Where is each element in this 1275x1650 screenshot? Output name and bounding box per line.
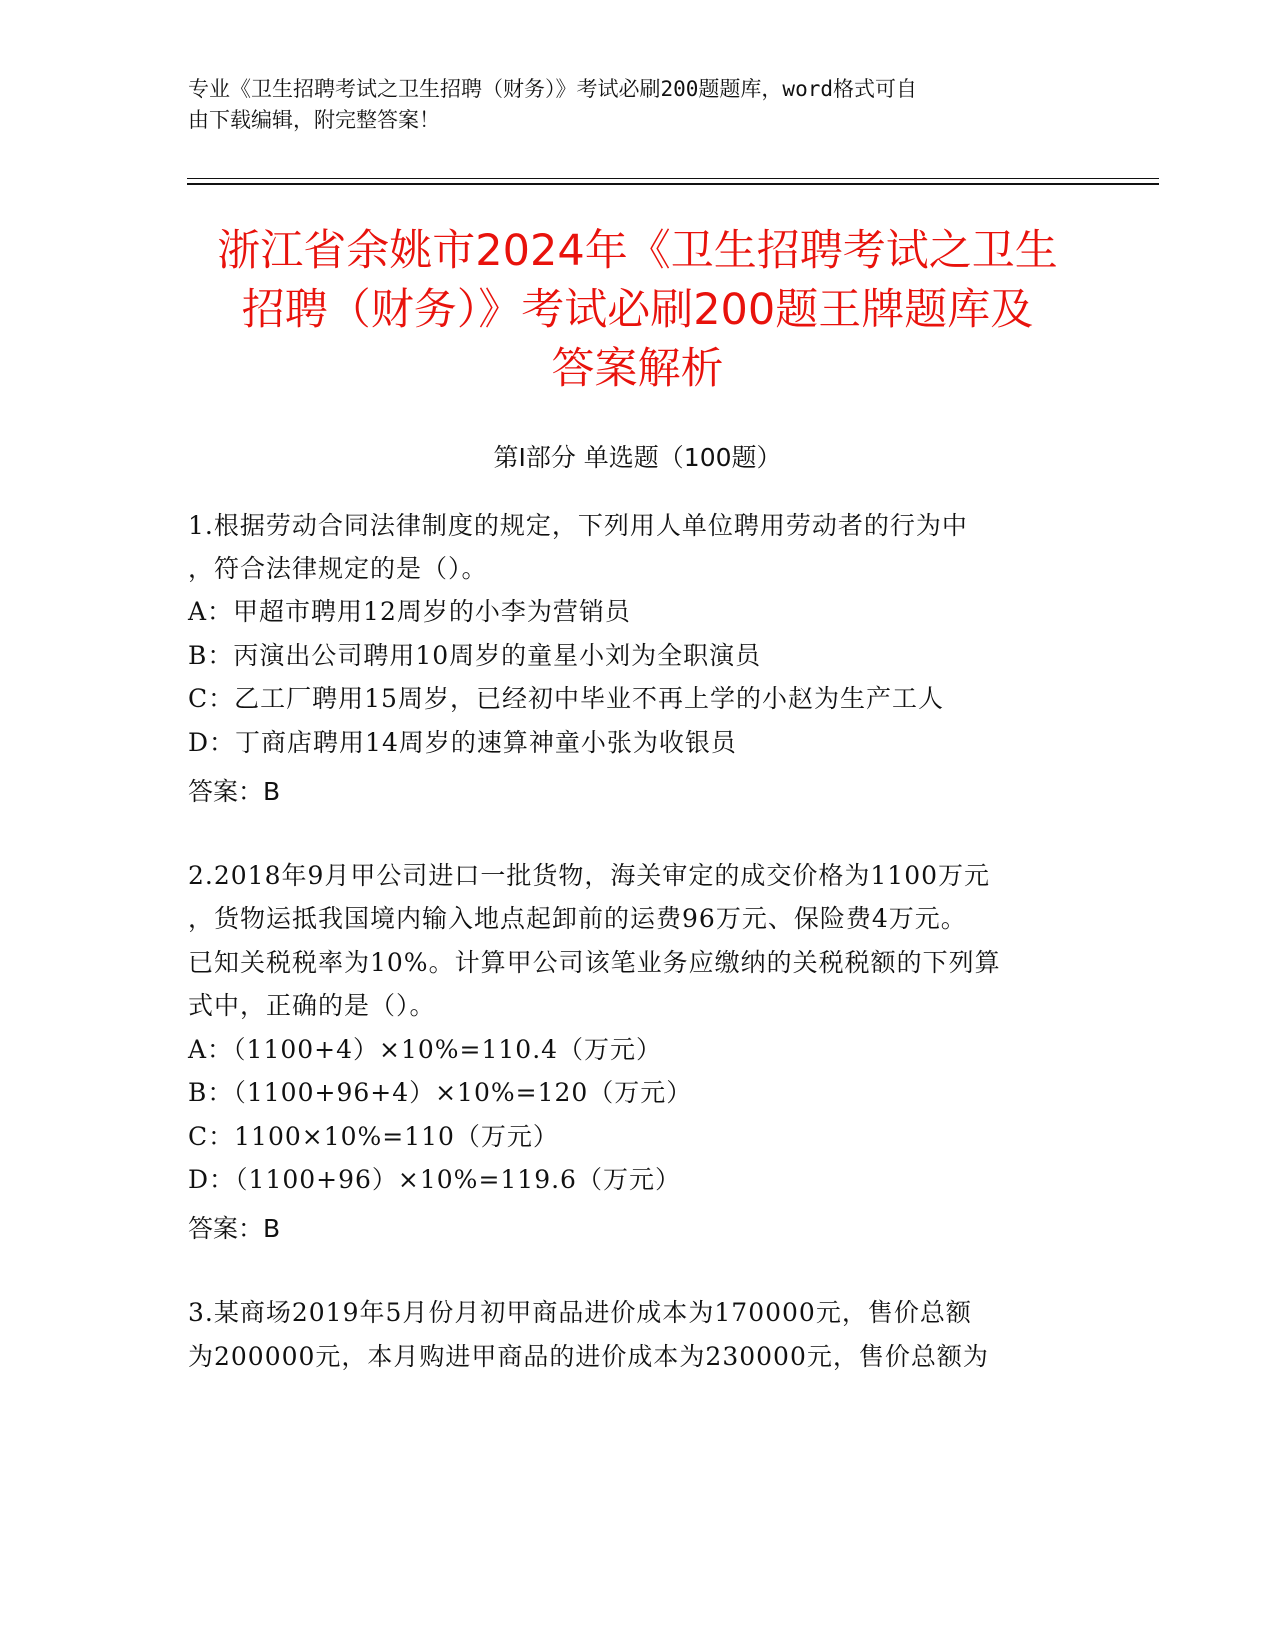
option-a: A：甲超市聘用12周岁的小李为营销员 xyxy=(188,597,631,626)
option-b: B：（1100+96+4）×10%=120（万元） xyxy=(188,1078,693,1107)
title-line: 招聘（财务）》考试必刷200题王牌题库及 xyxy=(241,285,1034,335)
title-line: 答案解析 xyxy=(551,344,724,394)
option-b: B：丙演出公司聘用10周岁的童星小刘为全职演员 xyxy=(188,641,762,670)
answer-line: 答案：B xyxy=(188,777,281,806)
header-note-line: 专业《卫生招聘考试之卫生招聘（财务）》考试必刷200题题库，word格式可自 xyxy=(188,77,917,101)
question-stem-line: 1.根据劳动合同法律制度的规定，下列用人单位聘用劳动者的行为中 xyxy=(188,511,968,540)
question-stem-line: 2.2018年9月甲公司进口一批货物，海关审定的成交价格为1100万元 xyxy=(188,861,991,890)
question-stem-line: 为200000元，本月购进甲商品的进价成本为230000元，售价总额为 xyxy=(188,1342,989,1371)
question-stem-line: ，货物运抵我国境内输入地点起卸前的运费96万元、保险费4万元。 xyxy=(188,904,967,933)
question-stem-line: 已知关税税率为10%。计算甲公司该笔业务应缴纳的关税税额的下列算 xyxy=(188,948,1001,977)
option-d: D：（1100+96）×10%=119.6（万元） xyxy=(188,1165,681,1194)
question-stem-line: 式中，正确的是（）。 xyxy=(188,991,436,1020)
question-stem-line: 3.某商场2019年5月份月初甲商品进价成本为170000元，售价总额 xyxy=(188,1298,972,1327)
header-note-line: 由下载编辑，附完整答案！ xyxy=(188,108,440,132)
question-stem-line: ，符合法律规定的是（）。 xyxy=(188,554,488,583)
header-note xyxy=(188,74,1088,136)
option-c: C：1100×10%=110（万元） xyxy=(188,1122,559,1151)
option-d: D：丁商店聘用14周岁的速算神童小张为收银员 xyxy=(188,728,737,757)
option-c: C：乙工厂聘用15周岁，已经初中毕业不再上学的小赵为生产工人 xyxy=(188,684,944,713)
answer-line: 答案：B xyxy=(188,1214,281,1243)
section-heading: 第Ⅰ部分 单选题（100题） xyxy=(493,443,782,472)
option-a: A：（1100+4）×10%=110.4（万元） xyxy=(188,1035,663,1064)
header-divider-thick xyxy=(187,183,1159,185)
title-line: 浙江省余姚市2024年《卫生招聘考试之卫生 xyxy=(217,226,1058,276)
header-divider-thin xyxy=(187,178,1159,179)
document-title xyxy=(180,222,1095,399)
